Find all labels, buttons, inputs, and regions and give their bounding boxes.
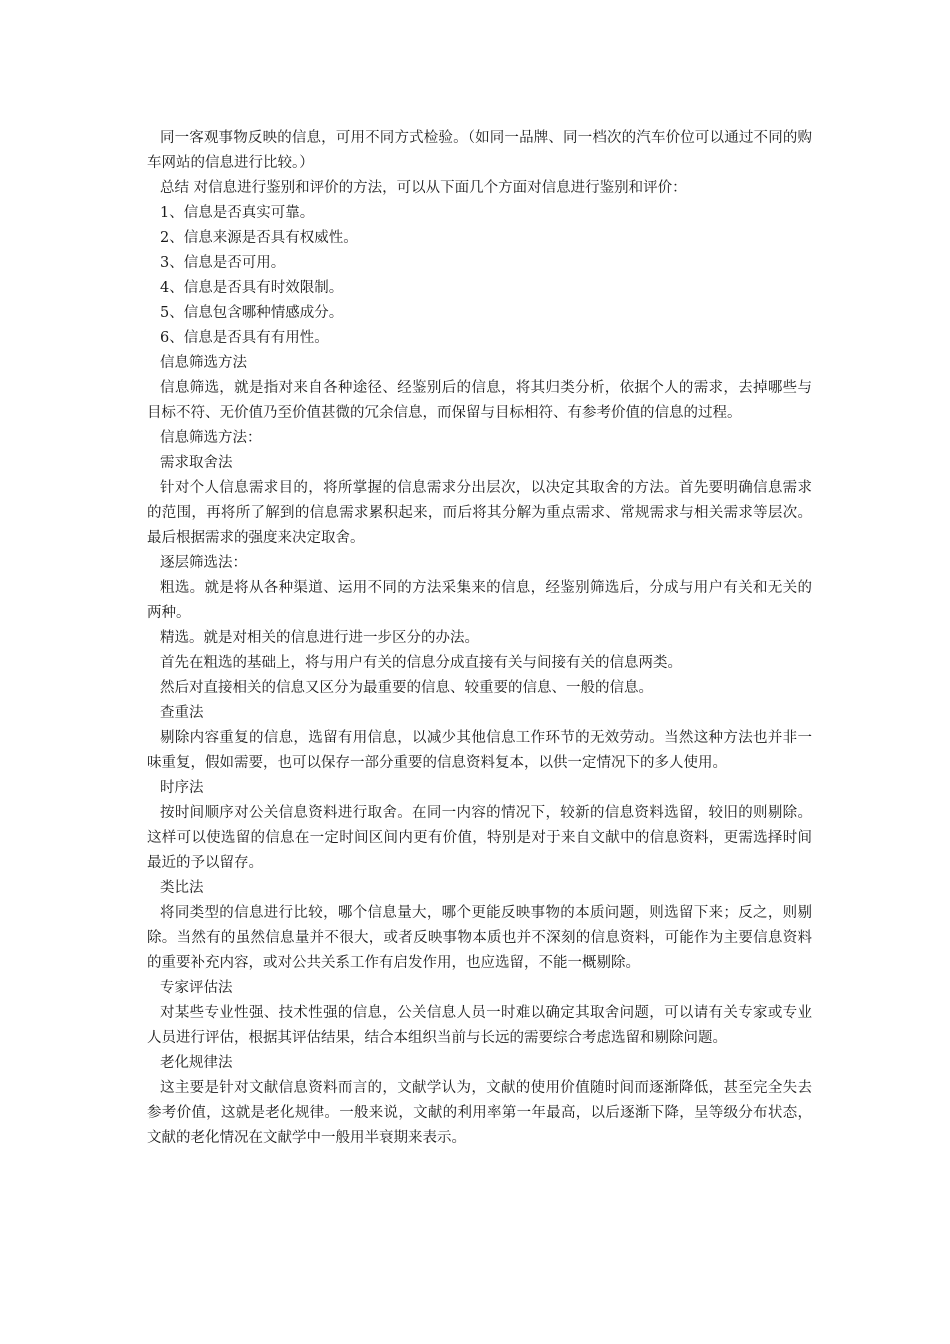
document-page (147, 126, 812, 1151)
paragraph-definition: 信息筛选，就是指对来自各种途径、经鉴别后的信息，将其归类分析，依据个人的需求，去掉哪些与目标不符、无价值乃至价值甚微的冗余信息，而保留与目标相符、有参考价值的信息的过程。 (147, 380, 812, 421)
list-item: 6、信息是否具有有用性。 (160, 330, 329, 346)
method-description: 按时间顺序对公关信息资料进行取舍。在同一内容的情况下，较新的信息资料选留，较旧的则剔除。这样可以使选留的信息在一定时间区间内更有价值，特别是对于来自文献中的信息资料，更需选择时间最近的予以留存。 (147, 805, 812, 871)
method-heading: 老化规律法 (160, 1055, 233, 1071)
method-description: 精选。就是对相关的信息进行进一步区分的办法。 (160, 630, 479, 646)
list-item: 5、信息包含哪种情感成分。 (160, 305, 344, 321)
method-heading: 类比法 (160, 880, 204, 896)
list-item: 3、信息是否可用。 (160, 255, 286, 271)
list-item: 2、信息来源是否具有权威性。 (160, 230, 358, 246)
method-description: 将同类型的信息进行比较，哪个信息量大，哪个更能反映事物的本质问题，则选留下来；反之，则剔除。当然有的虽然信息量并不很大，或者反映事物本质也并不深刻的信息资料，可能作为主要信息资料的重要补充内容，或对公共关系工作有启发作用，也应选留，不能一概剔除。 (147, 905, 812, 971)
paragraph-verification: 同一客观事物反映的信息，可用不同方式检验。（如同一品牌、同一档次的汽车价位可以通过不同的购车网站的信息进行比较。） (147, 130, 812, 171)
list-item: 1、信息是否真实可靠。 (160, 205, 315, 221)
method-description: 针对个人信息需求目的，将所掌握的信息需求分出层次，以决定其取舍的方法。首先要明确信息需求的范围，再将所了解到的信息需求累积起来，而后将其分解为重点需求、常规需求与相关需求等层次。最后根据需求的强度来决定取舍。 (147, 480, 812, 546)
method-heading: 时序法 (160, 780, 204, 796)
paragraph-summary: 总结 对信息进行鉴别和评价的方法，可以从下面几个方面对信息进行鉴别和评价： (160, 180, 687, 196)
method-heading: 逐层筛选法： (160, 555, 247, 571)
method-description: 剔除内容重复的信息，选留有用信息，以减少其他信息工作环节的无效劳动。当然这种方法也并非一味重复，假如需要，也可以保存一部分重要的信息资料复本，以供一定情况下的多人使用。 (147, 730, 812, 771)
method-heading: 查重法 (160, 705, 204, 721)
method-description: 对某些专业性强、技术性强的信息，公关信息人员一时难以确定其取舍问题，可以请有关专家或专业人员进行评估，根据其评估结果，结合本组织当前与长远的需要综合考虑选留和剔除问题。 (147, 1005, 812, 1046)
method-description: 粗选。就是将从各种渠道、运用不同的方法采集来的信息，经鉴别筛选后，分成与用户有关和无关的两种。 (147, 580, 812, 621)
method-heading: 专家评估法 (160, 980, 233, 996)
list-item: 4、信息是否具有时效限制。 (160, 280, 344, 296)
section-heading: 信息筛选方法 (160, 355, 247, 371)
method-heading: 需求取舍法 (160, 455, 233, 471)
method-description: 然后对直接相关的信息又区分为最重要的信息、较重要的信息、一般的信息。 (160, 680, 653, 696)
method-description: 这主要是针对文献信息资料而言的，文献学认为，文献的使用价值随时间而逐渐降低，甚至完全失去参考价值，这就是老化规律。一般来说，文献的利用率第一年最高，以后逐渐下降，呈等级分布状态，文献的老化情况在文献学中一般用半衰期来表示。 (147, 1080, 812, 1146)
section-heading: 信息筛选方法： (160, 430, 262, 446)
method-description: 首先在粗选的基础上，将与用户有关的信息分成直接有关与间接有关的信息两类。 (160, 655, 682, 671)
